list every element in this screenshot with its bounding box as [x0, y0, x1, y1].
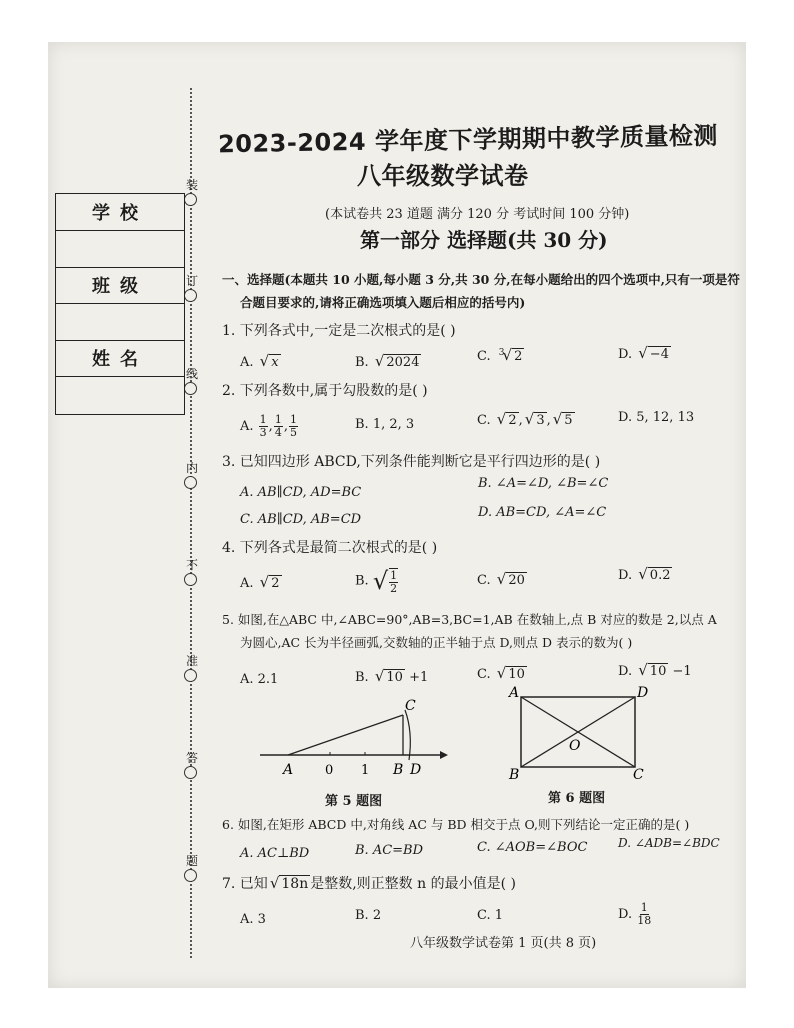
q3-stem: 3. 已知四边形 ABCD,下列条件能判断它是平行四边形的是( ) [222, 454, 601, 470]
sqrt-icon [638, 661, 668, 679]
fraction [259, 414, 268, 439]
name-field[interactable] [56, 377, 184, 413]
q2-option-a[interactable]: A. $\frac{1}{3}$ , $\frac{1}{4}$ , $\frac{1}{5}$ [240, 413, 297, 439]
sqrt-icon [375, 352, 422, 370]
numerator: 1 [259, 413, 267, 426]
denominator: 3 [259, 426, 267, 439]
q7-stem [222, 873, 516, 893]
q2-stem: 2. 下列各数中,属于勾股数的是( ) [222, 383, 428, 399]
radicand: 10 [508, 667, 525, 682]
radicand: 18n [281, 876, 309, 892]
binding-char-8: 题 [185, 854, 198, 868]
exam-subtitle: 八年级数学试卷 [357, 162, 529, 190]
option-letter: B. [355, 573, 369, 589]
option-letter: C. [477, 573, 491, 588]
option-tail: −1 [672, 664, 692, 679]
radicand: 5 [564, 413, 573, 428]
school-label: 学校 [56, 194, 184, 231]
arrow-icon [440, 751, 448, 759]
radicand: 2 [271, 576, 280, 591]
option-letter: D. [618, 568, 633, 583]
binding-hole [184, 766, 197, 779]
option-tail: +1 [409, 670, 429, 685]
denominator: 18 [637, 914, 652, 927]
sqrt-icon [260, 573, 282, 591]
binding-hole [184, 382, 197, 395]
q5-option-b[interactable] [355, 667, 428, 685]
q2-option-c[interactable]: C. √ 2 ,√ 3 ,√ 5 [477, 410, 575, 428]
q5-option-a[interactable]: A. 2.1 [240, 672, 279, 687]
radicand: 2024 [386, 355, 420, 370]
sqrt-icon [503, 346, 525, 364]
q7-option-d[interactable] [618, 902, 652, 927]
option-letter: A. [240, 355, 254, 370]
q2-option-d[interactable]: D. 5, 12, 13 [618, 410, 695, 425]
denominator: 2 [390, 581, 398, 595]
q6-option-a[interactable]: A. AC⊥BD [240, 846, 310, 861]
label-b: B [393, 762, 404, 778]
instructions-line1: 一、选择题(本题共 10 小题,每小题 3 分,共 30 分,在每小题给出的四个选项中,只有一项是符 [222, 272, 740, 287]
q5-option-d[interactable] [618, 661, 692, 679]
q4-option-b[interactable] [355, 567, 399, 595]
binding-line [190, 88, 193, 958]
radicand: 2 [514, 349, 523, 364]
fraction [274, 414, 283, 439]
q3-option-a[interactable]: A. AB∥CD, AD=BC [240, 485, 362, 500]
radicand: 10 [649, 664, 667, 679]
q3-option-d[interactable]: D. AB=CD, ∠A=∠C [478, 505, 607, 520]
binding-char-2: 订 [185, 274, 198, 288]
option-letter: B. [355, 355, 369, 370]
exam-info: (本试卷共 23 道题 满分 120 分 考试时间 100 分钟) [325, 207, 630, 222]
name-label: 姓名 [56, 340, 184, 377]
figure-5-caption: 第 5 题图 [325, 794, 383, 809]
fraction [289, 414, 298, 439]
radicand: −4 [649, 347, 669, 362]
option-letter: A. [240, 576, 254, 591]
fraction [389, 568, 398, 595]
binding-char-1: 装 [185, 178, 198, 192]
root-index: 3 [498, 347, 505, 358]
sqrt-icon [270, 874, 310, 892]
option-letter: D. [618, 907, 633, 922]
label-d: D [410, 762, 422, 778]
label-c: C [633, 767, 644, 783]
q3-option-c[interactable]: C. AB∥CD, AB=CD [240, 512, 362, 527]
sqrt-icon [525, 410, 547, 428]
label-b: B [509, 767, 520, 783]
class-label: 班级 [56, 267, 184, 304]
binding-char-6: 准 [185, 654, 198, 668]
sqrt-icon [553, 410, 575, 428]
class-field[interactable] [56, 304, 184, 341]
numerator: 1 [274, 413, 282, 426]
q6-stem: 6. 如图,在矩形 ABCD 中,对角线 AC 与 BD 相交于点 O,则下列结论一定正确的是( ) [222, 817, 690, 832]
student-info-table [55, 193, 185, 415]
option-letter: A. [240, 419, 254, 434]
sqrt-icon [497, 570, 527, 588]
radicand: 2 [508, 413, 517, 428]
q3-option-b[interactable]: B. ∠A=∠D, ∠B=∠C [478, 476, 609, 491]
sqrt-icon: √ [372, 567, 389, 595]
q1-option-a[interactable] [240, 352, 281, 370]
denominator: 5 [289, 426, 297, 439]
label-c: C [405, 698, 416, 714]
binding-hole [184, 193, 197, 206]
binding-char-7: 答 [185, 751, 198, 765]
q4-option-d[interactable] [618, 565, 672, 583]
radicand: 10 [386, 670, 403, 685]
radicand: 0.2 [649, 568, 671, 583]
q1-stem: 1. 下列各式中,一定是二次根式的是( ) [222, 323, 456, 339]
sqrt-icon [497, 664, 527, 682]
figure-5 [255, 690, 455, 790]
figure-6 [505, 685, 655, 785]
fraction [637, 902, 651, 927]
q5-option-c[interactable] [477, 664, 527, 682]
exam-title: 2023-2024 学年度下学期期中教学质量检测 [217, 121, 719, 159]
q4-stem: 4. 下列各式是最简二次根式的是( ) [222, 540, 438, 556]
binding-hole [184, 669, 197, 682]
q7-option-a[interactable]: A. 3 [240, 912, 266, 927]
binding-hole [184, 573, 197, 586]
option-letter: C. [477, 413, 491, 428]
numerator: 1 [390, 568, 398, 582]
instructions-line2: 合题目要求的,请将正确选项填入题后相应的括号内) [240, 295, 526, 310]
q6-option-d[interactable]: D. ∠ADB=∠BDC [618, 836, 720, 850]
binding-char-4: 内 [185, 461, 198, 475]
section-title: 第一部分 选择题(共 30 分) [360, 228, 608, 252]
sqrt-icon [638, 565, 672, 583]
denominator: 4 [274, 426, 282, 439]
label-o: O [569, 738, 581, 754]
page-footer: 八年级数学试卷第 1 页(共 8 页) [410, 936, 597, 951]
numerator: 1 [640, 901, 648, 914]
binding-hole [184, 476, 197, 489]
sqrt-icon [497, 410, 519, 428]
label-zero: 0 [325, 763, 334, 778]
sqrt-icon [638, 344, 671, 362]
q1-option-c[interactable] [477, 346, 524, 364]
label-a: A [509, 685, 520, 701]
q7-stem-pre: 7. 已知 [222, 876, 268, 892]
option-letter: C. [477, 667, 491, 682]
label-one: 1 [361, 763, 370, 778]
numerator: 1 [289, 413, 297, 426]
q5-stem-line1: 5. 如图,在△ABC 中,∠ABC=90°,AB=3,BC=1,AB 在数轴上,点 B 对应的数是 2,以点 A [222, 612, 717, 627]
q6-option-c[interactable]: C. ∠AOB=∠BOC [477, 840, 588, 855]
q2-option-b[interactable]: B. 1, 2, 3 [355, 417, 415, 432]
binding-char-3: 线 [185, 367, 198, 381]
binding-hole [184, 289, 197, 302]
radicand: 20 [508, 573, 525, 588]
radicand: x [271, 355, 279, 370]
q7-stem-post: 是整数,则正整数 n 的最小值是( ) [310, 876, 516, 892]
school-field[interactable] [56, 231, 184, 268]
option-letter: D. [618, 347, 633, 362]
q4-option-a[interactable] [240, 573, 282, 591]
q7-option-b[interactable]: B. 2 [355, 908, 382, 923]
q7-option-c[interactable]: C. 1 [477, 908, 504, 923]
sqrt-icon [260, 352, 281, 370]
q1-option-b[interactable] [355, 352, 421, 370]
q5-stem-line2: 为圆心,AC 长为半径画弧,交数轴的正半轴于点 D,则点 D 表示的数为( ) [240, 635, 633, 650]
binding-hole [184, 869, 197, 882]
option-letter: B. [355, 670, 369, 685]
label-a: A [283, 762, 294, 778]
q6-option-b[interactable]: B. AC=BD [355, 843, 424, 858]
label-d: D [637, 685, 649, 701]
option-letter: C. [477, 349, 491, 364]
figure-6-caption: 第 6 题图 [548, 791, 606, 806]
radicand: 3 [536, 413, 545, 428]
binding-char-5: 不 [185, 558, 198, 572]
q1-option-d[interactable] [618, 344, 671, 362]
option-letter: D. [618, 664, 633, 679]
q4-option-c[interactable] [477, 570, 527, 588]
arc [405, 710, 410, 760]
sqrt-icon [375, 667, 405, 685]
segment-ac [288, 715, 403, 755]
